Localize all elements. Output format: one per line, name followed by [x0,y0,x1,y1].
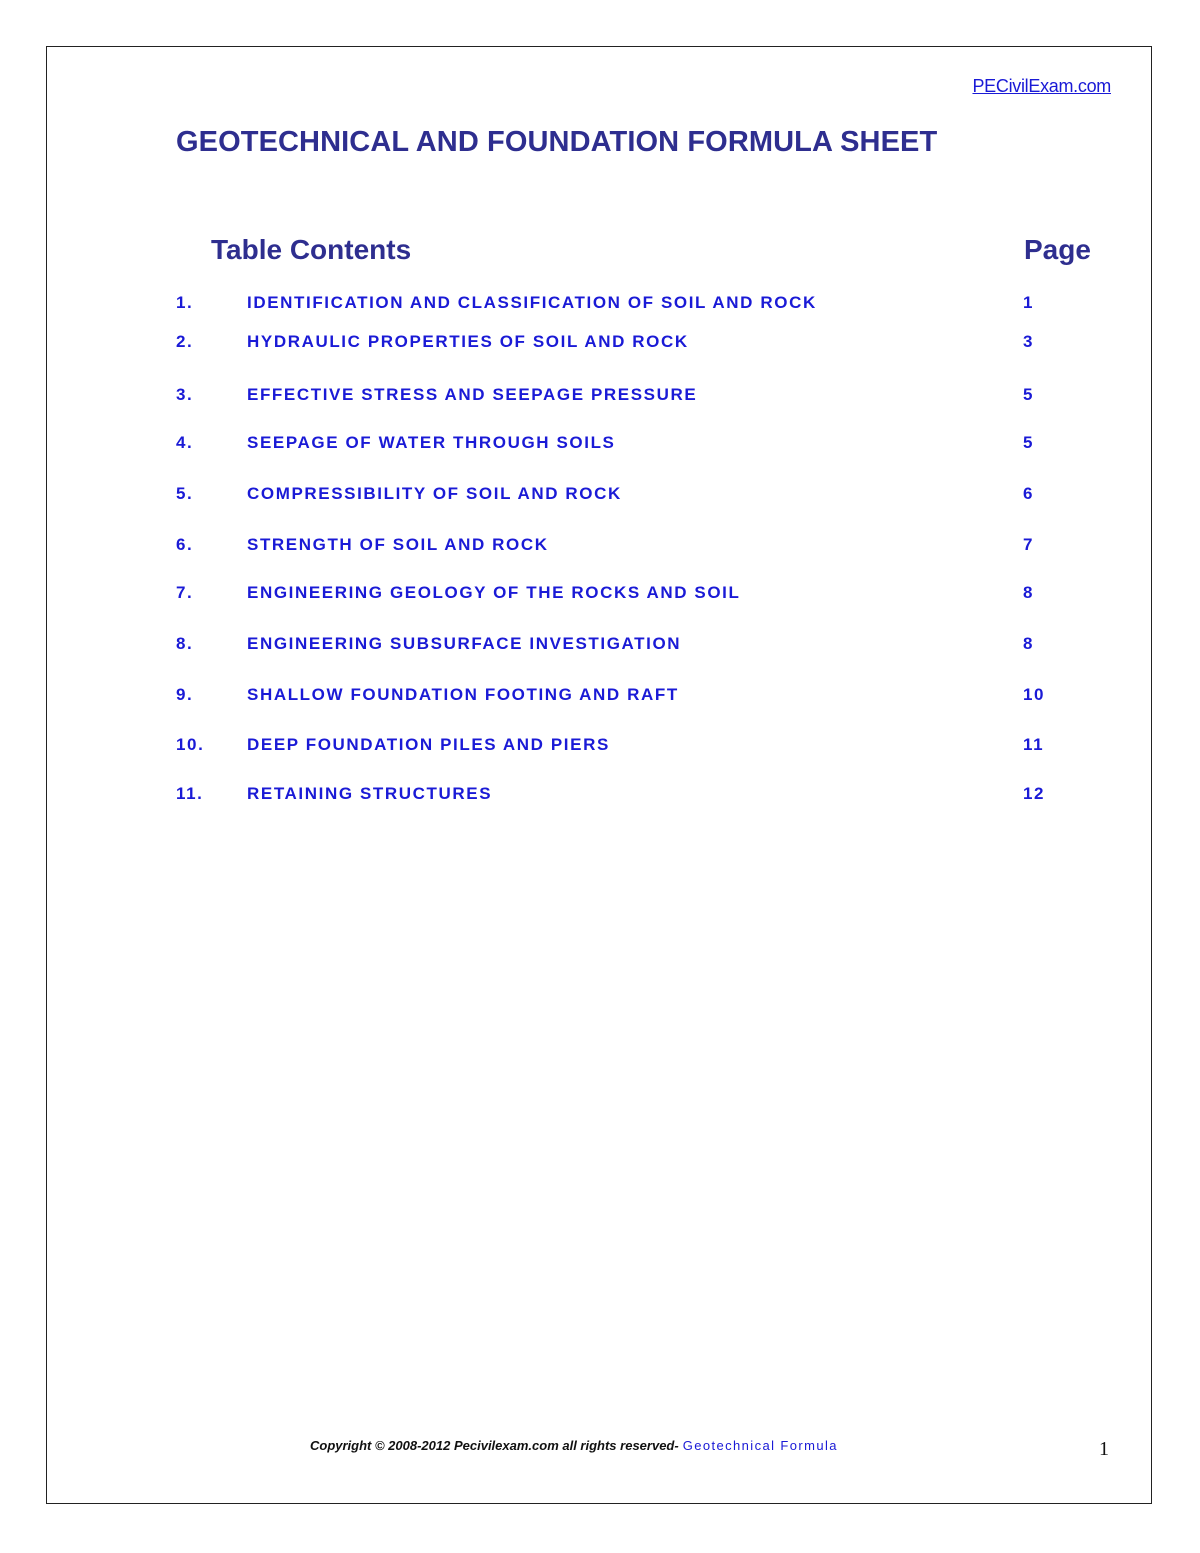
toc-item-number: 1. [176,293,194,312]
toc-item-page: 3 [1023,332,1035,351]
toc-page-heading: Page [1024,234,1091,265]
toc-item-label[interactable]: COMPRESSIBILITY OF SOIL AND ROCK [247,484,622,503]
toc-item-page: 6 [1023,484,1035,503]
toc-item-number: 5. [176,484,194,503]
toc-item-number: 10. [176,735,205,754]
page-number: 1 [1099,1438,1109,1460]
toc-item-number: 3. [176,385,194,404]
toc-item-page: 5 [1023,385,1035,404]
toc-item-label[interactable]: EFFECTIVE STRESS AND SEEPAGE PRESSURE [247,385,698,404]
toc-item-label[interactable]: SEEPAGE OF WATER THROUGH SOILS [247,433,616,452]
toc-item-number: 7. [176,583,194,602]
toc-item-label[interactable]: SHALLOW FOUNDATION FOOTING AND RAFT [247,685,679,704]
document-title: GEOTECHNICAL AND FOUNDATION FORMULA SHEET [176,126,938,158]
toc-item[interactable] [0,685,1200,711]
site-link[interactable]: PECivilExam.com [972,76,1111,96]
toc-item-number: 8. [176,634,194,653]
toc-item-page: 7 [1023,535,1035,554]
toc-item[interactable] [0,634,1200,660]
toc-item-label[interactable]: ENGINEERING SUBSURFACE INVESTIGATION [247,634,682,653]
toc-item-page: 8 [1023,583,1035,602]
toc-item-number: 9. [176,685,194,704]
toc-item-number: 6. [176,535,194,554]
toc-item[interactable] [0,735,1200,761]
toc-item-label[interactable]: RETAINING STRUCTURES [247,784,493,803]
toc-item-page: 5 [1023,433,1035,452]
toc-item[interactable] [0,433,1200,459]
toc-item[interactable] [0,332,1200,358]
toc-item-page: 1 [1023,293,1035,312]
toc-item[interactable] [0,583,1200,609]
toc-item[interactable] [0,784,1200,810]
toc-item-label[interactable]: ENGINEERING GEOLOGY OF THE ROCKS AND SOIL [247,583,741,602]
toc-item-page: 11 [1023,735,1045,754]
toc-heading: Table Contents [211,234,412,265]
toc-item-label[interactable]: HYDRAULIC PROPERTIES OF SOIL AND ROCK [247,332,689,351]
footer-copyright [310,1438,838,1453]
toc-item-page: 12 [1023,784,1046,803]
toc-item-page: 8 [1023,634,1035,653]
footer-tag: Geotechnical Formula [682,1438,838,1453]
footer-copyright-text: Copyright © 2008-2012 Pecivilexam.com all rights reserved- [310,1438,679,1453]
toc-item-page: 10 [1023,685,1046,704]
toc-item-number: 11. [176,784,204,803]
toc-item-label[interactable]: STRENGTH OF SOIL AND ROCK [247,535,549,554]
toc-item-number: 4. [176,433,194,452]
toc-item[interactable] [0,385,1200,411]
toc-item[interactable] [0,484,1200,510]
toc-item[interactable] [0,293,1200,319]
toc-item-number: 2. [176,332,194,351]
toc-item-label[interactable]: DEEP FOUNDATION PILES AND PIERS [247,735,610,754]
toc-item-label[interactable]: IDENTIFICATION AND CLASSIFICATION OF SOIL AND ROCK [247,293,817,312]
toc-item[interactable] [0,535,1200,561]
